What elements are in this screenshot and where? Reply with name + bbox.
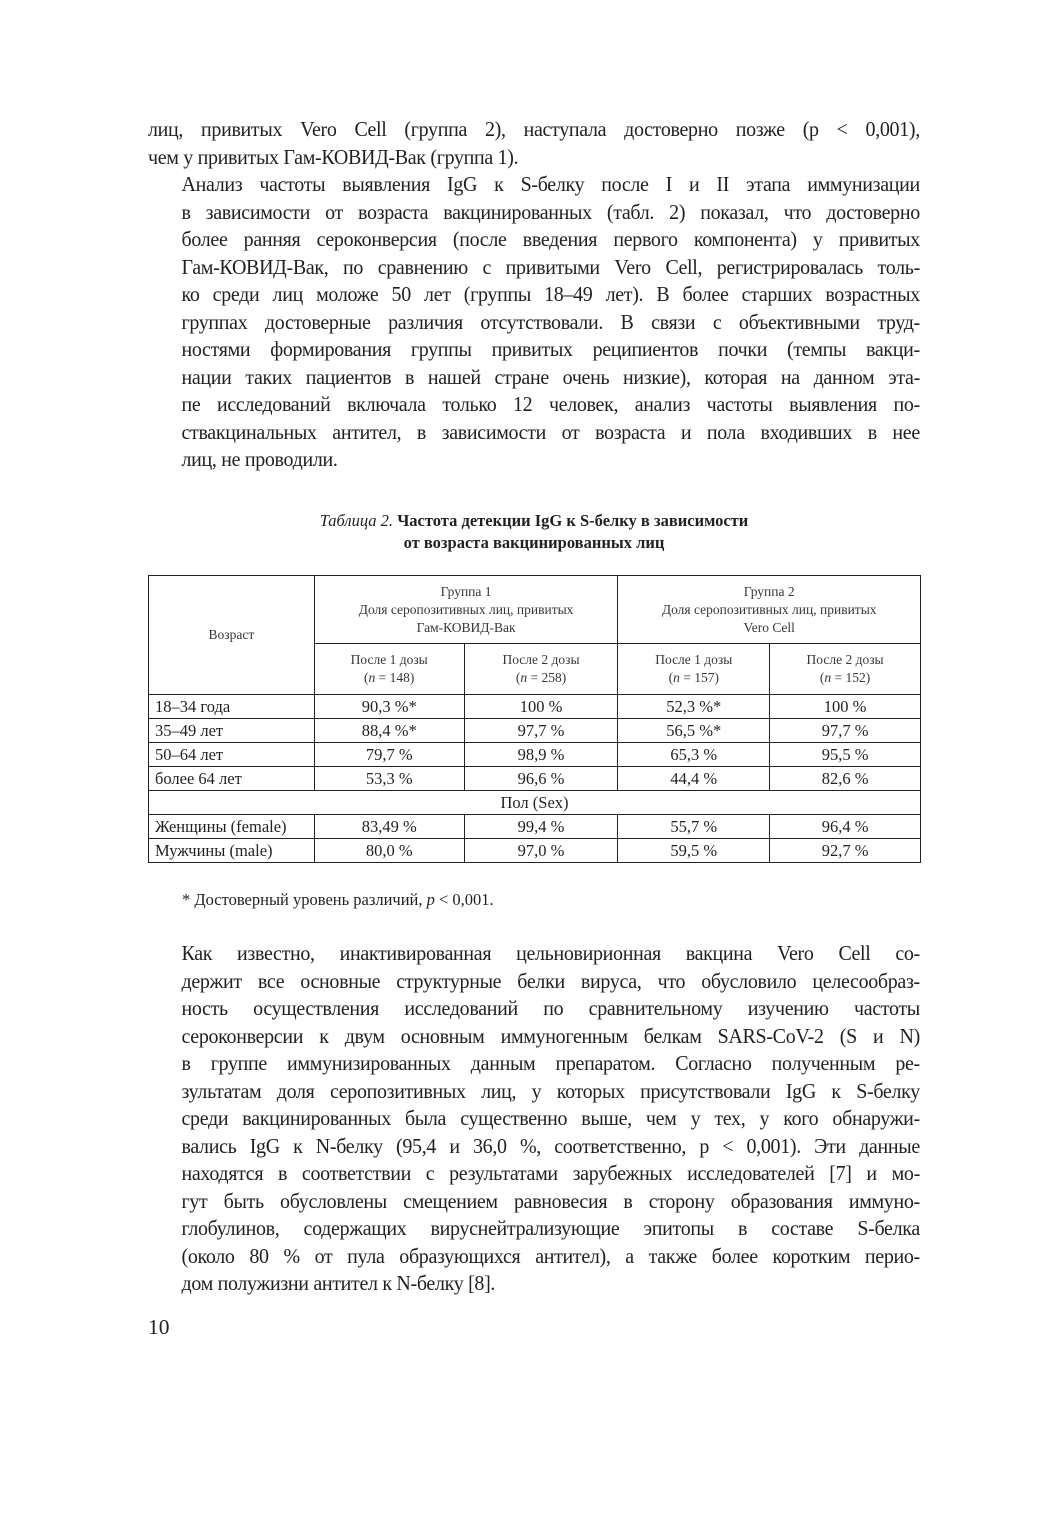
column-header-group1 (314, 576, 618, 644)
sample-size: (n = 148) (364, 670, 415, 685)
bottom-text-block (148, 940, 920, 1298)
text-line: группах достоверные различия отсутствовали. В связи с объективными труд- (181, 309, 920, 334)
text-line: ностями формирования группы привитых реципиентов почки (темпы вакци- (181, 337, 920, 361)
text-line: среди вакцинированных была существенно выше, чем у тех, у кого обнаружи- (181, 1106, 920, 1130)
text-line: лиц, не проводили. (181, 447, 338, 471)
text-line: лиц, привитых Vero Cell (группа 2), наступала достоверно позже (p < 0,001), (148, 117, 920, 141)
group1-title: Группа 1 (440, 583, 492, 599)
text-line: находятся в соответствии с результатами зарубежных исследователей [7] и мо- (181, 1161, 920, 1185)
cell: 97,7 % (770, 719, 921, 743)
row-label: 50–64 лет (149, 743, 315, 767)
text-line: Анализ частоты выявления IgG к S-белку после I и II этапа иммунизации (181, 172, 920, 196)
table-row (149, 815, 921, 839)
text-line: нации таких пациентов в нашей стране очень низкие), которая на данном эта- (181, 364, 920, 389)
cell: 99,4 % (464, 815, 618, 839)
text-line: в зависимости от возраста вакцинированных (табл. 2) показал, что достоверно (181, 199, 920, 224)
cell: 100 % (464, 695, 618, 719)
table-row (149, 767, 921, 791)
table-caption-title-line2: от возраста вакцинированных лиц (403, 533, 665, 552)
footnote-text: * Достоверный уровень различий, (182, 890, 427, 909)
table-caption (148, 510, 920, 554)
text-line: дом полужизни антител к N-белку [8]. (181, 1271, 496, 1295)
row-label: Мужчины (male) (149, 839, 315, 863)
section-label-sex: Пол (Sex) (149, 791, 921, 815)
group1-vaccine: Гам-КОВИД-Вак (416, 619, 516, 635)
cell: 96,4 % (770, 815, 921, 839)
table-row (149, 695, 921, 719)
text-line: вались IgG к N-белку (95,4 и 36,0 %, соответственно, p < 0,001). Эти данные (181, 1133, 920, 1158)
text-line: ко среди лиц моложе 50 лет (группы 18–49 лет). В более старших возрастных (181, 282, 920, 306)
text-line: сероконверсии к двум основным иммуногенным белкам SARS-CoV-2 (S и N) (181, 1023, 920, 1048)
table-section-row (149, 791, 921, 815)
sample-size: (n = 152) (819, 670, 871, 685)
cell: 97,7 % (464, 719, 618, 743)
cell: 100 % (770, 695, 921, 719)
row-label: Женщины (female) (149, 815, 315, 839)
top-text-block (148, 116, 920, 474)
paragraph-2 (148, 171, 920, 474)
row-label: более 64 лет (149, 767, 315, 791)
table-caption-title: Частота детекции IgG к S-белку в зависимости (397, 511, 749, 530)
row-label: 35–49 лет (149, 719, 315, 743)
footnote-tail: < 0,001. (434, 890, 494, 909)
group2-vaccine: Vero Cell (743, 619, 795, 635)
cell: 83,49 % (314, 815, 464, 839)
text-line: Как известно, инактивированная цельновирионная вакцина Vero Cell со- (181, 941, 920, 965)
column-header-g2-dose1 (618, 644, 770, 695)
cell: 82,6 % (770, 767, 921, 791)
text-line: в группе иммунизированных данным препаратом. Согласно полученным ре- (181, 1051, 920, 1075)
group1-subtitle: Доля серопозитивных лиц, привитых (358, 601, 574, 617)
text-line: более ранняя сероконверсия (после введения первого компонента) у привитых (181, 227, 920, 251)
cell: 96,6 % (464, 767, 618, 791)
cell: 52,3 %* (618, 695, 770, 719)
column-header-group2 (618, 576, 921, 644)
cell: 80,0 % (314, 839, 464, 863)
paragraph-3 (148, 940, 920, 1298)
text-line: Гам-КОВИД-Вак, по сравнению с привитыми Vero Cell, регистрировалась толь- (181, 254, 920, 279)
cell: 97,0 % (464, 839, 618, 863)
dose-label: После 2 дозы (502, 652, 580, 667)
dose-label: После 1 дозы (655, 652, 733, 667)
column-header-g1-dose1 (314, 644, 464, 695)
cell: 65,3 % (618, 743, 770, 767)
text-line: держит все основные структурные белки вируса, что обусловило целесообраз- (181, 968, 920, 993)
table-row (149, 839, 921, 863)
cell: 44,4 % (618, 767, 770, 791)
group2-subtitle: Доля серопозитивных лиц, привитых (661, 601, 877, 617)
cell: 59,5 % (618, 839, 770, 863)
cell: 98,9 % (464, 743, 618, 767)
text-line: ность осуществления исследований по сравнительному изучению частоты (181, 996, 920, 1020)
sample-size: (n = 258) (515, 670, 567, 685)
column-header-g1-dose2 (464, 644, 618, 695)
table-row (149, 719, 921, 743)
text-line: гут быть обусловлены смещением равновесия в сторону образования иммуно- (181, 1188, 920, 1213)
cell: 55,7 % (618, 815, 770, 839)
sample-size: (n = 157) (668, 670, 719, 685)
cell: 53,3 % (314, 767, 464, 791)
text-line: ствакцинальных антител, в зависимости от возраста и пола входивших в нее (181, 419, 920, 444)
table-row (149, 743, 921, 767)
column-header-g2-dose2 (770, 644, 921, 695)
cell: 88,4 %* (314, 719, 464, 743)
cell: 56,5 %* (618, 719, 770, 743)
column-header-age: Возраст (149, 576, 315, 695)
paragraph-1 (148, 116, 920, 171)
row-label: 18–34 года (149, 695, 315, 719)
text-line: зультатам доля серопозитивных лиц, у которых присутствовали IgG к S-белку (181, 1078, 920, 1103)
table-caption-label: Таблица 2. (319, 511, 394, 530)
cell: 95,5 % (770, 743, 921, 767)
text-line: (около 80 % от пула образующихся антител), а также более коротким перио- (181, 1243, 920, 1268)
page-number: 10 (148, 1315, 170, 1339)
text-line: глобулинов, содержащих вируснейтрализующие эпитопы в составе S-белка (181, 1216, 920, 1240)
text-line: пе исследований включала только 12 человек, анализ частоты выявления по- (181, 392, 920, 416)
cell: 90,3 %* (314, 695, 464, 719)
footnote-p: p (426, 890, 435, 909)
dose-label: После 2 дозы (806, 652, 884, 667)
data-table (148, 575, 921, 863)
table-footnote (182, 889, 494, 911)
cell: 79,7 % (314, 743, 464, 767)
text-line: чем у привитых Гам-КОВИД-Вак (группа 1). (148, 144, 519, 169)
cell: 92,7 % (770, 839, 921, 863)
dose-label: После 1 дозы (350, 652, 428, 667)
group2-title: Группа 2 (743, 583, 795, 599)
